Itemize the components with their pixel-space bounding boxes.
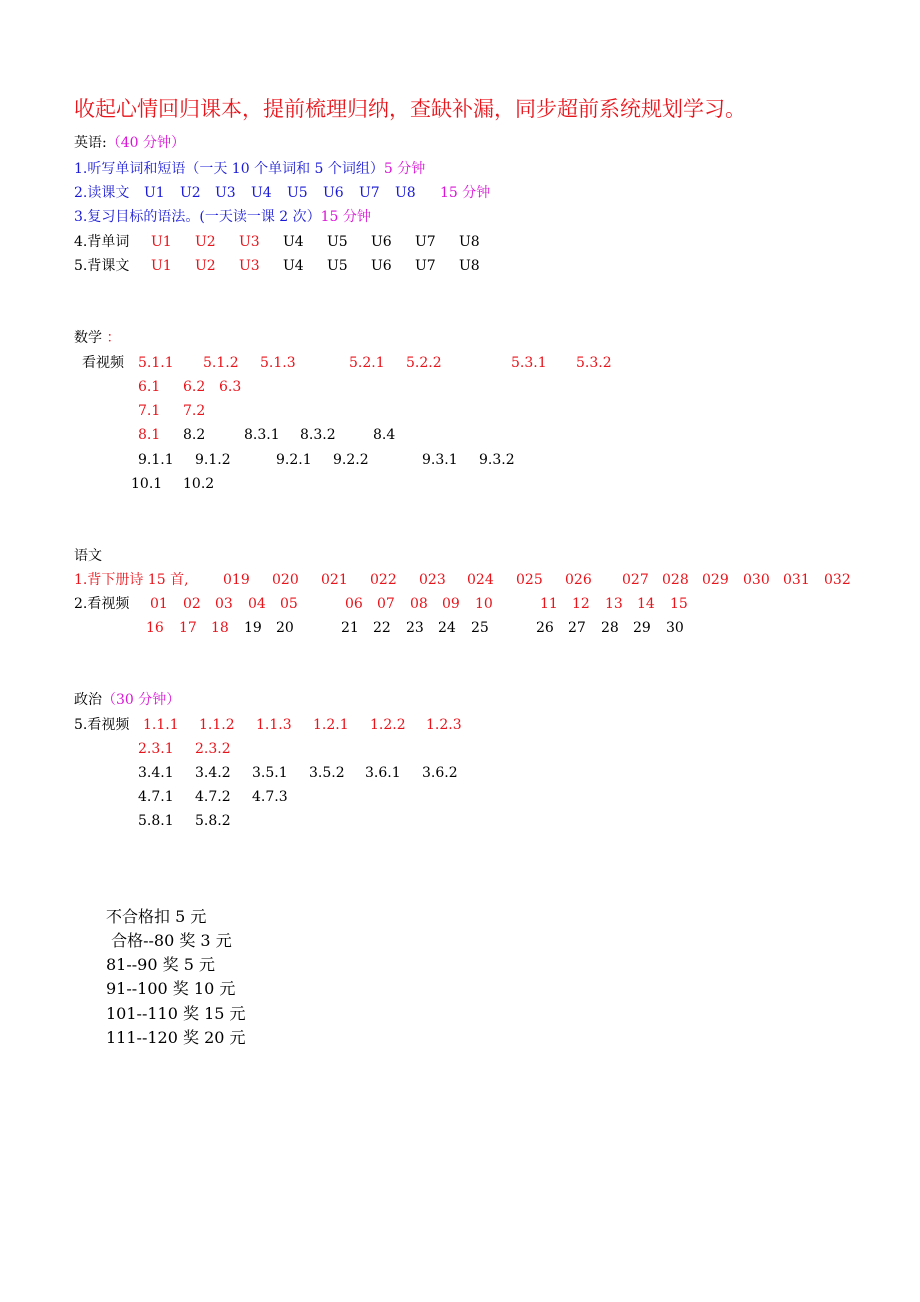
page-title: 收起心情回归课本，提前梳理归纳，查缺补漏，同步超前系统规划学习。 [74,97,746,121]
politics-heading [74,691,180,709]
english-item-3 [74,208,371,226]
english-item-1-label: 1.听写单词和短语（一天 10 个单词和 5 个词组） [74,161,384,177]
chinese-video-item: 02 [183,596,201,612]
math-video-label: 看视频 [82,355,124,371]
math-video-item: 9.2.1 [276,452,312,468]
english-item-4-unit: U1 [151,234,172,250]
math-video-item: 6.3 [219,379,242,395]
chinese-poem-code: 029 [702,572,729,588]
chinese-video-item: 10 [475,596,493,612]
politics-video-item: 3.5.1 [252,765,288,781]
chinese-poem-code: 019 [223,572,250,588]
politics-video-item: 1.2.3 [426,717,462,733]
math-video-item: 10.2 [183,476,215,492]
chinese-poem-code: 032 [824,572,851,588]
chinese-item-2-label: 2.看视频 [74,596,130,612]
math-heading-label: 数学 [74,330,102,346]
english-item-5-unit: U5 [327,258,348,274]
english-item-2-unit: U2 [180,185,201,201]
chinese-video-item: 29 [633,620,651,636]
math-video-item: 5.1.2 [203,355,239,371]
chinese-heading: 语文 [74,548,102,564]
chinese-poem-code: 021 [321,572,348,588]
chinese-video-item: 18 [211,620,229,636]
english-item-3-label: 3.复习目标的语法。(一天读一课 2 次） [74,209,321,225]
chinese-poem-code: 022 [370,572,397,588]
english-heading-time: （40 分钟） [106,135,185,151]
english-item-5-unit: U6 [371,258,392,274]
chinese-video-item: 20 [276,620,294,636]
politics-video-item: 4.7.1 [138,789,174,805]
english-item-4-unit: U6 [371,234,392,250]
english-item-5-label: 5.背课文 [74,258,130,274]
math-video-item: 5.1.3 [260,355,296,371]
chinese-video-item: 22 [373,620,391,636]
english-item-5-unit: U4 [283,258,304,274]
chinese-video-item: 15 [670,596,688,612]
math-video-item: 8.1 [138,427,161,443]
chinese-item-1-label: 1.背下册诗 15 首, [74,572,189,588]
chinese-video-item: 07 [377,596,395,612]
math-heading-colon: ： [106,330,121,346]
politics-video-item: 3.6.1 [365,765,401,781]
reward-rule: 不合格扣 5 元 [106,907,207,926]
math-video-item: 6.1 [138,379,161,395]
english-item-2-unit: U6 [323,185,344,201]
politics-video-item: 1.1.2 [199,717,235,733]
chinese-video-item: 24 [438,620,456,636]
chinese-video-item: 13 [605,596,623,612]
chinese-video-item: 08 [410,596,428,612]
english-item-2-unit: U3 [215,185,236,201]
math-video-item: 6.2 [183,379,206,395]
english-item-5-unit: U7 [415,258,436,274]
english-item-4-unit: U7 [415,234,436,250]
chinese-video-item: 27 [568,620,586,636]
reward-rule: 91--100 奖 10 元 [106,979,236,998]
math-video-item: 5.3.2 [576,355,612,371]
politics-video-item: 2.3.1 [138,741,174,757]
politics-video-item: 5.8.2 [195,813,231,829]
math-video-item: 9.3.2 [479,452,515,468]
chinese-video-item: 25 [471,620,489,636]
math-video-item: 9.3.1 [422,452,458,468]
english-item-3-time: 15 分钟 [320,209,371,225]
english-item-2-label: 2.读课文 [74,185,130,201]
politics-video-item: 2.3.2 [195,741,231,757]
politics-video-item: 1.1.3 [256,717,292,733]
reward-rule: 101--110 奖 15 元 [106,1004,246,1023]
english-item-4-unit: U2 [195,234,216,250]
english-item-5-unit: U2 [195,258,216,274]
math-video-item: 7.1 [138,403,161,419]
math-video-item: 7.2 [183,403,206,419]
reward-rule: 合格--80 奖 3 元 [106,931,232,950]
chinese-video-item: 23 [406,620,424,636]
chinese-poem-code: 020 [272,572,299,588]
politics-video-item: 5.8.1 [138,813,174,829]
chinese-video-item: 21 [341,620,359,636]
math-video-item: 8.3.2 [300,427,336,443]
chinese-video-item: 12 [572,596,590,612]
math-video-item: 5.3.1 [511,355,547,371]
chinese-poem-code: 025 [516,572,543,588]
english-item-2-unit: U4 [251,185,272,201]
reward-rule: 111--120 奖 20 元 [106,1028,246,1047]
english-item-4-unit: U3 [239,234,260,250]
english-item-4-unit: U4 [283,234,304,250]
politics-video-item: 1.1.1 [143,717,179,733]
politics-video-label: 5.看视频 [74,717,130,733]
politics-video-item: 4.7.3 [252,789,288,805]
english-item-5-unit: U8 [459,258,480,274]
chinese-poem-code: 024 [467,572,494,588]
math-heading [74,329,120,347]
chinese-poem-code: 026 [565,572,592,588]
politics-video-item: 1.2.1 [313,717,349,733]
chinese-video-item: 16 [146,620,164,636]
politics-video-item: 1.2.2 [370,717,406,733]
english-item-2-unit: U5 [287,185,308,201]
chinese-poem-code: 030 [743,572,770,588]
english-item-4-unit: U8 [459,234,480,250]
politics-video-item: 3.4.1 [138,765,174,781]
english-item-2-unit: U1 [144,185,165,201]
math-video-item: 9.1.2 [195,452,231,468]
politics-video-item: 3.4.2 [195,765,231,781]
chinese-poem-code: 027 [622,572,649,588]
politics-heading-time: （30 分钟） [102,692,181,708]
politics-heading-label: 政治 [74,692,102,708]
chinese-video-item: 14 [637,596,655,612]
english-item-1 [74,160,425,178]
chinese-video-item: 05 [280,596,298,612]
chinese-video-item: 01 [150,596,168,612]
english-item-2-unit: U7 [359,185,380,201]
math-video-item: 8.3.1 [244,427,280,443]
math-video-item: 5.2.1 [349,355,385,371]
chinese-video-item: 03 [215,596,233,612]
english-item-2-time: 15 分钟 [440,185,491,201]
politics-video-item: 3.6.2 [422,765,458,781]
chinese-video-item: 30 [666,620,684,636]
chinese-video-item: 26 [536,620,554,636]
chinese-video-item: 11 [540,596,558,612]
english-item-1-time: 5 分钟 [383,161,426,177]
chinese-poem-code: 028 [662,572,689,588]
chinese-video-item: 19 [244,620,262,636]
english-item-4-label: 4.背单词 [74,234,130,250]
politics-video-item: 3.5.2 [309,765,345,781]
chinese-video-item: 28 [601,620,619,636]
math-video-item: 8.2 [183,427,206,443]
math-video-item: 5.1.1 [138,355,174,371]
math-video-item: 8.4 [373,427,396,443]
politics-video-item: 4.7.2 [195,789,231,805]
math-video-item: 9.1.1 [138,452,174,468]
chinese-video-item: 04 [248,596,266,612]
reward-rule: 81--90 奖 5 元 [106,955,215,974]
chinese-poem-code: 023 [419,572,446,588]
math-video-item: 5.2.2 [406,355,442,371]
chinese-poem-code: 031 [783,572,810,588]
english-heading [74,134,185,152]
chinese-video-item: 09 [442,596,460,612]
english-item-2-unit: U8 [395,185,416,201]
chinese-video-item: 06 [345,596,363,612]
english-heading-label: 英语: [74,135,107,151]
math-video-item: 9.2.2 [333,452,369,468]
chinese-video-item: 17 [179,620,197,636]
english-item-5-unit: U1 [151,258,172,274]
english-item-5-unit: U3 [239,258,260,274]
english-item-4-unit: U5 [327,234,348,250]
math-video-item: 10.1 [131,476,163,492]
